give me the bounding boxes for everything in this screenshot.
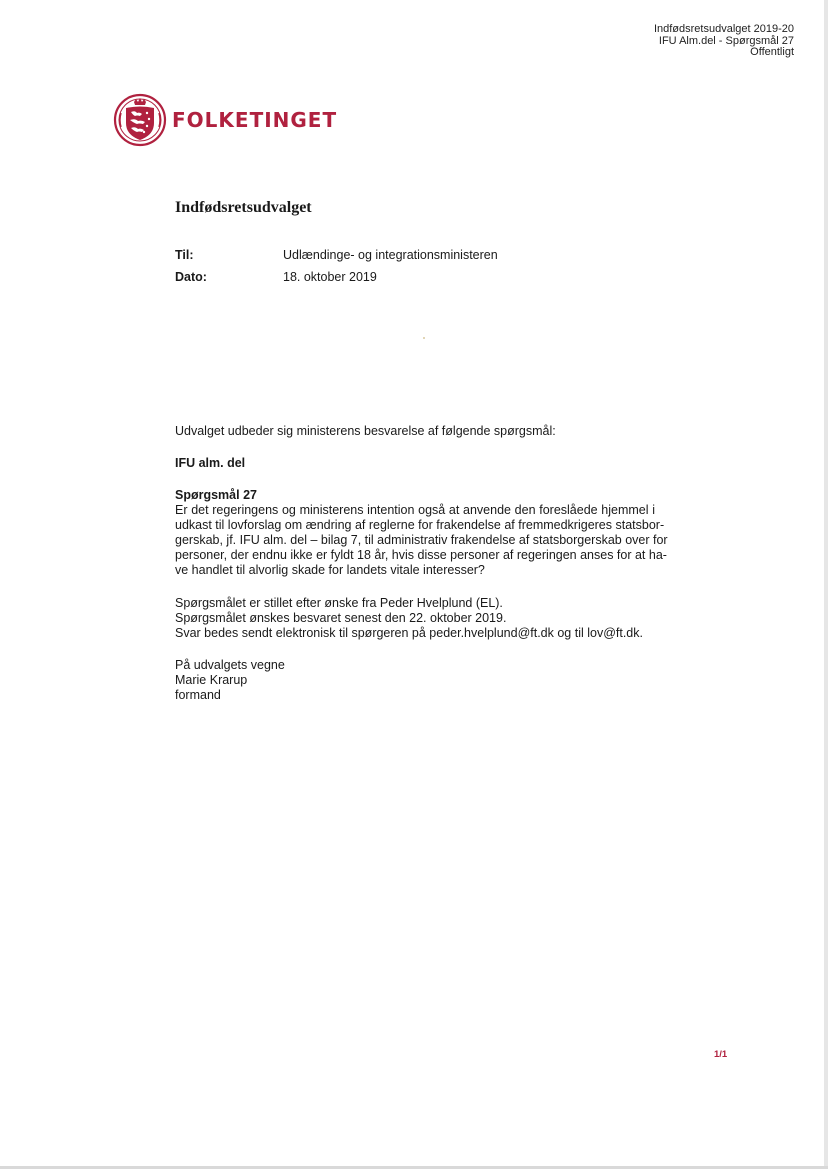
question-line: Er det regeringens og ministerens intention også at anvende den foreslåede hjemmel i xyxy=(175,503,655,517)
stamp-status: Offentligt xyxy=(750,46,794,58)
question-line: udkast til lovforslag om ændring af reglerne for frakendelse af fremmedkrigeres statsbor- xyxy=(175,518,665,532)
info-reply-instructions: Svar bedes sendt elektronisk til spørgeren på peder.hvelplund@ft.dk og til lov@ft.dk. xyxy=(175,626,643,640)
recipient-value: Udlændinge- og integrationsministeren xyxy=(283,248,498,262)
committee-heading: Indfødsretsudvalget xyxy=(175,199,312,216)
folketinget-logo xyxy=(113,93,337,147)
date-value: 18. oktober 2019 xyxy=(283,270,377,284)
document-stamp xyxy=(654,24,794,59)
question-line: gerskab, jf. IFU alm. del – bilag 7, til administrativ frakendelse af statsborgerskab over for xyxy=(175,533,668,547)
recipient-label: Til: xyxy=(175,248,194,262)
signature-role: formand xyxy=(175,688,221,702)
signature-block xyxy=(175,658,655,703)
scan-speck xyxy=(423,337,425,339)
scan-edge xyxy=(824,0,828,1169)
question-block xyxy=(175,488,668,578)
info-deadline: Spørgsmålet ønskes besvaret senest den 22. oktober 2019. xyxy=(175,611,507,625)
question-line: ve handlet til alvorlig skade for landets vitale interesser? xyxy=(175,563,485,577)
logo-wordmark: FOLKETINGET xyxy=(172,108,338,132)
question-info xyxy=(175,596,655,641)
question-title: Spørgsmål 27 xyxy=(175,488,257,502)
stamp-committee-year: Indfødsretsudvalget 2019-20 xyxy=(653,23,794,35)
stamp-reference: IFU Alm.del - Spørgsmål 27 xyxy=(658,34,794,47)
date-label: Dato: xyxy=(175,270,207,284)
signature-preamble: På udvalgets vegne xyxy=(175,658,285,672)
folketinget-coat-of-arms-icon xyxy=(113,93,167,147)
info-asked-by: Spørgsmålet er stillet efter ønske fra Peder Hvelplund (EL). xyxy=(175,596,503,610)
question-line: personer, der endnu ikke er fyldt 18 år, hvis disse personer af regeringen anses for at ha- xyxy=(175,548,667,562)
signature-name: Marie Krarup xyxy=(175,673,248,687)
case-reference: IFU alm. del xyxy=(175,456,246,470)
page-number: 1/1 xyxy=(714,1049,728,1060)
intro-paragraph: Udvalget udbeder sig ministerens besvarelse af følgende spørgsmål: xyxy=(175,424,556,438)
